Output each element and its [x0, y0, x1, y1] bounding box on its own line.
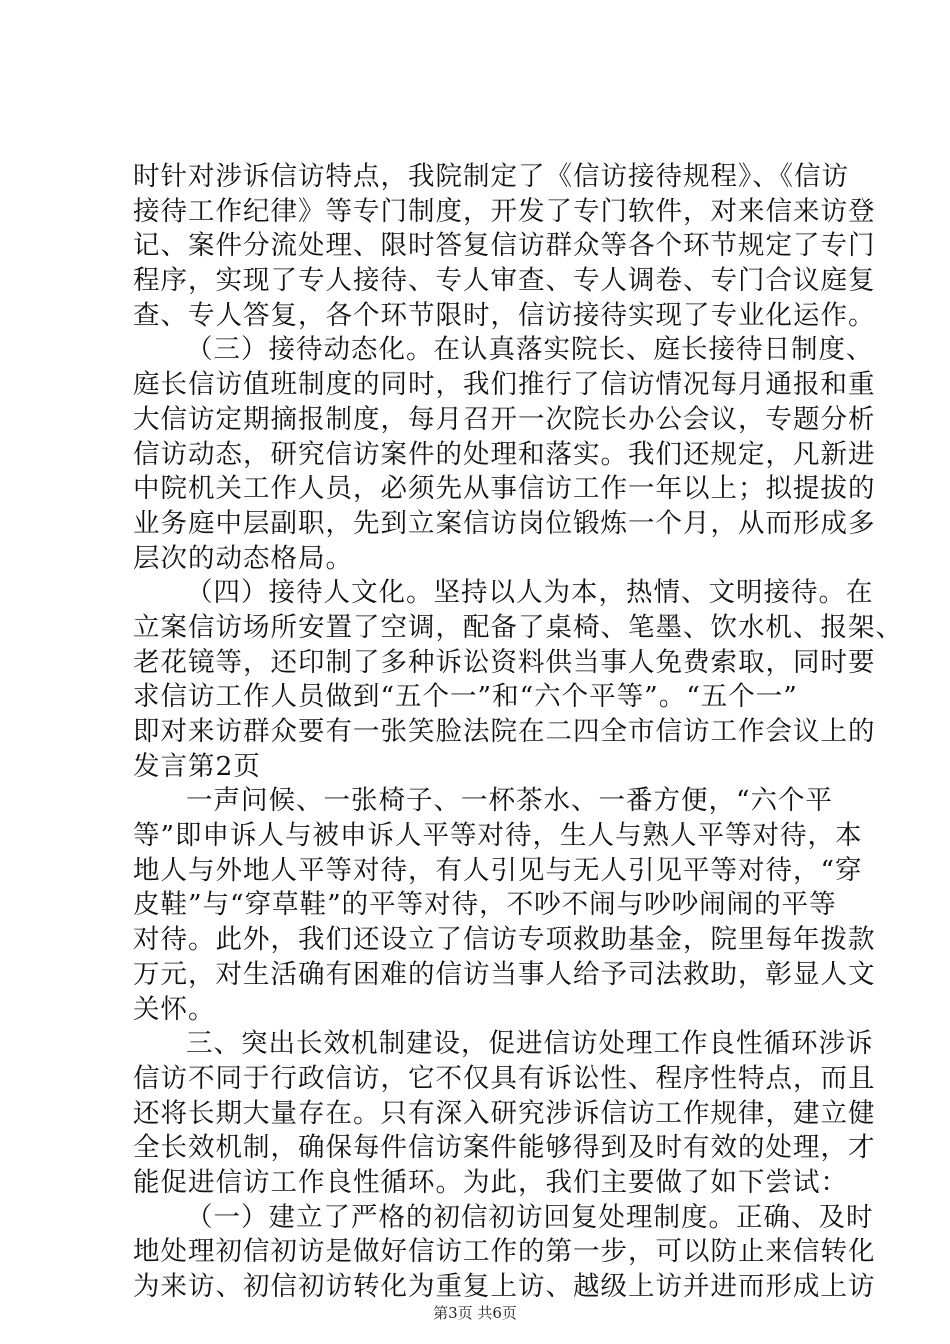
- text-line: 为来访、初信初访转化为重复上访、越级上访并进而形成上访: [133, 1271, 876, 1302]
- text-line: 地人与外地人平等对待，有人引见与无人引见平等对待，“穿: [133, 854, 863, 886]
- text-line: 查、专人答复，各个环节限时，信访接待实现了专业化运作。: [133, 299, 876, 331]
- text-line: 层次的动态格局。: [133, 542, 353, 574]
- text-line: 一声问候、一张椅子、一杯茶水、一番方便，“六个平: [186, 785, 834, 817]
- text-line: 时针对涉诉信访特点，我院制定了《信访接待规程》、《信访: [133, 161, 849, 192]
- text-line: 程序，实现了专人接待、专人审查、专人调卷、专门合议庭复: [133, 265, 876, 297]
- text-line: 接待工作纪律》等专门制度，开发了专门软件，对来信来访登: [133, 195, 876, 227]
- page-footer: [0, 1302, 950, 1323]
- text-line: （四）接待人文化。坚持以人为本，热情、文明接待。在: [186, 577, 874, 609]
- text-line: 老花镜等，还印制了多种诉讼资料供当事人免费索取，同时要: [133, 646, 876, 678]
- text-line: 信访动态，研究信访案件的处理和落实。我们还规定，凡新进: [133, 438, 876, 470]
- text-line: 皮鞋”与“穿草鞋”的平等对待，不吵不闹与吵吵闹闹的平等: [133, 889, 837, 921]
- text-line: 三、突出长效机制建设，促进信访处理工作良性循环涉诉: [186, 1028, 874, 1060]
- text-line: 业务庭中层副职，先到立案信访岗位锻炼一个月，从而形成多: [133, 507, 876, 539]
- text-line: 信访不同于行政信访，它不仅具有诉讼性、程序性特点，而且: [133, 1062, 876, 1094]
- text-line: 庭长信访值班制度的同时，我们推行了信访情况每月通报和重: [133, 369, 876, 401]
- text-line: 能促进信访工作良性循环。为此，我们主要做了如下尝试：: [133, 1166, 848, 1198]
- text-line: 对待。此外，我们还设立了信访专项救助基金，院里每年拨款: [133, 924, 876, 956]
- text-line: （三）接待动态化。在认真落实院长、庭长接待日制度、: [186, 334, 874, 366]
- text-line: 求信访工作人员做到“五个一”和“六个平等”。“五个一”: [133, 681, 798, 713]
- text-line: 全长效机制，确保每件信访案件能够得到及时有效的处理，才: [133, 1132, 876, 1164]
- text-line: （一）建立了严格的初信初访回复处理制度。正确、及时: [186, 1201, 874, 1233]
- text-line: 记、案件分流处理、限时答复信访群众等各个环节规定了专门: [133, 230, 876, 262]
- text-line: 即对来访群众要有一张笑脸法院在二四全市信访工作会议上的: [133, 716, 876, 747]
- text-line: 立案信访场所安置了空调，配备了桌椅、笔墨、饮水机、报架、: [133, 611, 903, 643]
- page-number: 第3页 共6页: [433, 1304, 517, 1322]
- document-body: [133, 160, 903, 1305]
- text-line: 还将长期大量存在。只有深入研究涉诉信访工作规律，建立健: [133, 1097, 876, 1129]
- text-line: 万元，对生活确有困难的信访当事人给予司法救助，彰显人文: [133, 958, 876, 990]
- text-line: 地处理初信初访是做好信访工作的第一步，可以防止来信转化: [133, 1236, 876, 1268]
- text-line: 等”即申诉人与被申诉人平等对待，生人与熟人平等对待，本: [133, 820, 863, 852]
- text-line: 发言第2页: [133, 750, 261, 782]
- text-line: 中院机关工作人员，必须先从事信访工作一年以上；拟提拔的: [133, 473, 876, 505]
- text-line: 关怀。: [133, 993, 216, 1025]
- text-line: 大信访定期摘报制度，每月召开一次院长办公会议，专题分析: [133, 403, 876, 435]
